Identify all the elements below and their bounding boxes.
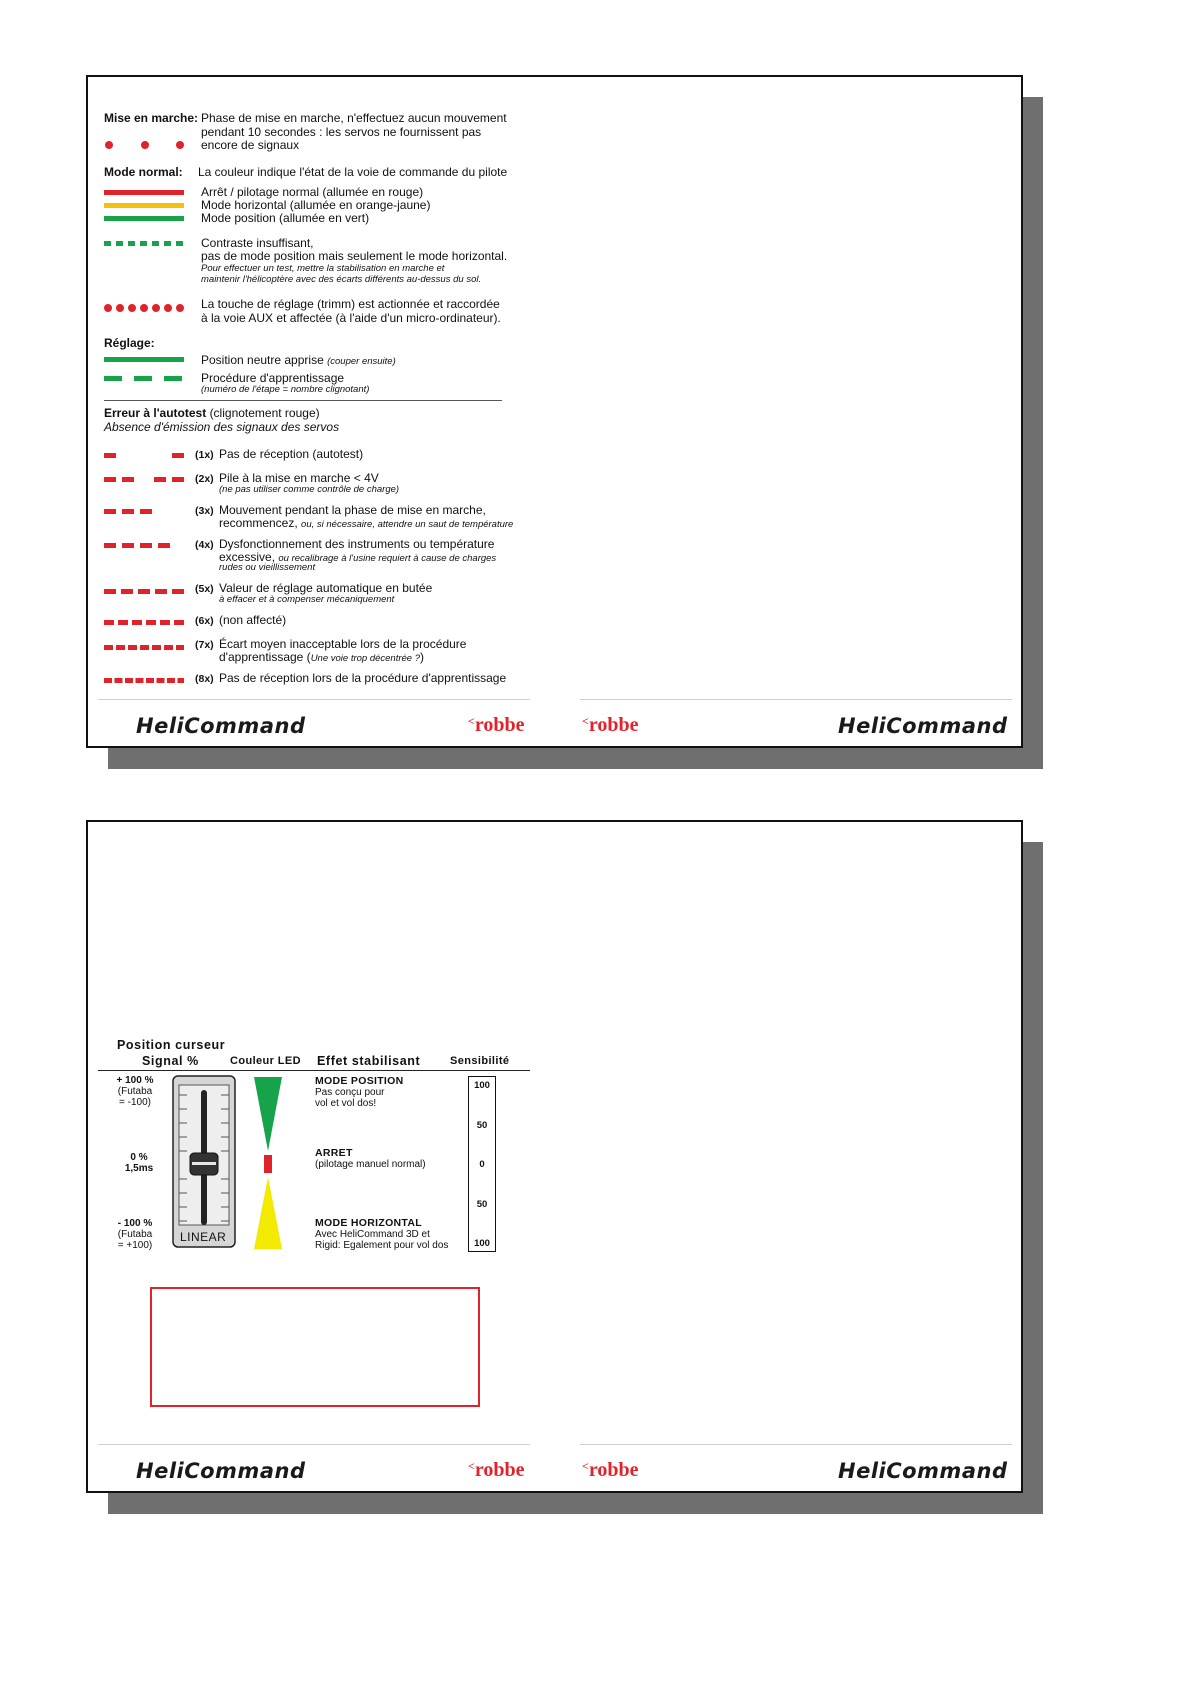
robbe-text: robbe <box>474 1459 525 1481</box>
header-sensitivity: Sensibilité <box>450 1055 510 1067</box>
error-text: Dysfonctionnement des instruments ou température <box>219 537 495 551</box>
robbe-mark-icon: ˂ <box>468 714 475 728</box>
adjust-label: Réglage: <box>104 336 155 350</box>
led-dot <box>105 141 113 149</box>
sensitivity-value: 50 <box>476 1120 488 1131</box>
error-text: (non affecté) <box>219 613 287 627</box>
error-note: à effacer et à compenser mécaniquement <box>219 594 395 605</box>
error-note2: rudes ou vieillissement <box>219 562 316 573</box>
trim-line2: à la voie AUX et affectée (à l'aide d'un micro-ordinateur). <box>201 311 501 325</box>
header-effect: Effet stabilisant <box>317 1054 421 1068</box>
led-dot <box>152 304 160 312</box>
signal-top-pct: + 100 % <box>116 1075 154 1086</box>
error-code: (6x) <box>195 615 214 627</box>
blink-pattern-7x <box>104 645 184 650</box>
power-on-line3: encore de signaux <box>201 138 300 152</box>
signal-top <box>114 1075 156 1108</box>
header-signal: Signal % <box>142 1054 199 1068</box>
adjust-learning-note: (numéro de l'étape = nombre clignotant) <box>201 384 370 395</box>
adjust-learning: Procédure d'apprentissage <box>201 371 345 385</box>
slider-svg <box>172 1075 236 1248</box>
led-color-graphic <box>252 1075 284 1251</box>
error-code: (8x) <box>195 673 214 685</box>
effect-horizontal-title: MODE HORIZONTAL <box>315 1217 422 1229</box>
effect-off-title: ARRET <box>315 1147 353 1159</box>
error-code: (7x) <box>195 639 214 651</box>
header-led: Couleur LED <box>230 1055 302 1067</box>
error-code: (4x) <box>195 539 214 551</box>
signal-mid-pct: 0 % <box>130 1152 148 1163</box>
normal-yellow-text: Mode horizontal (allumée en orange-jaune) <box>201 198 431 212</box>
led-dot <box>176 141 184 149</box>
error-text-cont <box>219 516 513 530</box>
page1-sheet <box>86 75 1023 748</box>
robbe-logo <box>582 1459 638 1482</box>
led-dot <box>141 141 149 149</box>
footer-rule-left <box>98 699 530 700</box>
sensitivity-value: 100 <box>474 1238 490 1249</box>
normal-mode-label: Mode normal: <box>104 165 183 179</box>
signal-mid-ms: 1,5ms <box>124 1163 154 1174</box>
slider-label: LINEAR <box>180 1230 227 1244</box>
error-note: (ne pas utiliser comme contrôle de charge) <box>219 484 400 495</box>
error-text: Mouvement pendant la phase de mise en marche, <box>219 503 486 517</box>
led-dotted-green <box>104 241 184 246</box>
power-on-line1: Phase de mise en marche, n'effectuez aucun mouvement <box>201 111 507 125</box>
header-position: Position curseur <box>117 1038 226 1052</box>
blink-pattern-1x <box>104 453 184 458</box>
blink-pattern-3x <box>104 509 154 514</box>
led-dashed-green <box>104 376 184 381</box>
normal-mode-desc: La couleur indique l'état de la voie de commande du pilote <box>198 165 508 179</box>
error-code: (3x) <box>195 505 214 517</box>
normal-red-text: Arrêt / pilotage normal (allumée en rouge) <box>201 185 424 199</box>
error-text: Valeur de réglage automatique en butée <box>219 581 433 595</box>
normal-green-text: Mode position (allumée en vert) <box>201 211 370 225</box>
robbe-mark-icon: ˂ <box>582 714 589 728</box>
blink-pattern-2x <box>104 477 184 482</box>
signal-bottom-futaba1: (Futaba <box>117 1229 153 1240</box>
effect-position-line2: vol et vol dos! <box>315 1098 377 1109</box>
robbe-text: robbe <box>588 714 639 736</box>
red-note-box <box>150 1287 480 1407</box>
led-dot <box>176 304 184 312</box>
contrast-line2: pas de mode position mais seulement le mode horizontal. <box>201 249 508 263</box>
robbe-mark-icon: ˂ <box>582 1459 589 1473</box>
led-bar-red <box>104 190 184 195</box>
effect-position-line1: Pas conçu pour <box>315 1087 385 1098</box>
blink-pattern-8x <box>104 678 184 683</box>
error-text: Pile à la mise en marche < 4V <box>219 471 379 485</box>
led-dot <box>164 304 172 312</box>
led-bar-green <box>104 357 184 362</box>
helicommand-logo: HeliCommand <box>136 1459 306 1483</box>
led-dot <box>140 304 148 312</box>
sensitivity-value: 0 <box>479 1159 485 1170</box>
led-dot <box>104 304 112 312</box>
robbe-text: robbe <box>474 714 525 736</box>
robbe-logo <box>582 714 638 737</box>
header-rule <box>98 1070 530 1071</box>
section-divider <box>104 400 502 401</box>
footer-rule-right <box>580 1444 1012 1445</box>
led-red-block <box>264 1155 272 1173</box>
error-text: Écart moyen inacceptable lors de la procédure <box>219 637 467 651</box>
helicommand-logo: HeliCommand <box>136 714 306 738</box>
signal-bottom-futaba2: = +100) <box>117 1240 153 1251</box>
led-yellow-wedge <box>254 1177 282 1249</box>
error-title <box>104 406 320 420</box>
error-text2: d'apprentissage ( <box>219 650 311 664</box>
trim-line1: La touche de réglage (trimm) est actionnée et raccordée <box>201 297 500 311</box>
power-on-line2: pendant 10 secondes : les servos ne fournissent pas <box>201 125 482 139</box>
footer-rule-right <box>580 699 1012 700</box>
signal-bottom <box>114 1218 156 1251</box>
effect-position-title: MODE POSITION <box>315 1075 404 1087</box>
led-color-svg <box>252 1075 284 1251</box>
blink-pattern-4x <box>104 543 170 548</box>
adjust-neutral <box>201 353 396 367</box>
page2-sheet <box>86 820 1023 1493</box>
robbe-mark-icon: ˂ <box>468 1459 475 1473</box>
power-on-label: Mise en marche: <box>104 111 199 125</box>
signal-mid <box>118 1152 160 1174</box>
led-bar-green <box>104 216 184 221</box>
sensitivity-value: 50 <box>476 1199 488 1210</box>
error-text2: recommencez, <box>219 516 298 530</box>
error-subtitle: Absence d'émission des signaux des servos <box>104 420 340 434</box>
led-bar-yellow <box>104 203 184 208</box>
error-text-cont <box>219 650 424 664</box>
error-title-bold: Erreur à l'autotest <box>104 406 207 420</box>
error-title-rest: (clignotement rouge) <box>209 406 320 420</box>
error-text2: excessive, <box>219 550 276 564</box>
contrast-note2: maintenir l'hélicoptère avec des écarts différents au-dessus du sol. <box>201 274 482 285</box>
contrast-line1: Contraste insuffisant, <box>201 236 314 250</box>
helicommand-logo: HeliCommand <box>838 1459 1008 1483</box>
blink-pattern-6x <box>104 620 184 625</box>
led-dot <box>128 304 136 312</box>
adjust-neutral-note: (couper ensuite) <box>327 356 396 367</box>
signal-top-futaba2: = -100) <box>119 1097 151 1108</box>
error-note: ou, si nécessaire, attendre un saut de température <box>301 519 514 530</box>
helicommand-logo: HeliCommand <box>838 714 1008 738</box>
robbe-text: robbe <box>588 1459 639 1481</box>
led-dot <box>116 304 124 312</box>
signal-bottom-pct: - 100 % <box>117 1218 153 1229</box>
contrast-note1: Pour effectuer un test, mettre la stabilisation en marche et <box>201 263 445 274</box>
sensitivity-value: 100 <box>474 1080 490 1091</box>
robbe-logo <box>468 1459 524 1482</box>
error-code: (5x) <box>195 583 214 595</box>
error-note: ou recalibrage à l'usine requiert à cause de charges <box>278 553 497 564</box>
led-green-wedge <box>254 1077 282 1151</box>
robbe-logo <box>468 714 524 737</box>
error-note: Une voie trop décentrée ? <box>310 653 421 664</box>
slider-graphic <box>172 1075 236 1248</box>
effect-horizontal-line2: Rigid: Egalement pour vol dos <box>315 1240 449 1251</box>
error-text: Pas de réception lors de la procédure d'apprentissage <box>219 671 507 685</box>
error-text3: ) <box>420 650 425 664</box>
signal-top-futaba1: (Futaba <box>117 1086 153 1097</box>
effect-horizontal-line1: Avec HeliCommand 3D et <box>315 1229 430 1240</box>
error-code: (2x) <box>195 473 214 485</box>
adjust-neutral-text: Position neutre apprise <box>201 353 324 367</box>
error-text: Pas de réception (autotest) <box>219 447 364 461</box>
footer-rule-left <box>98 1444 530 1445</box>
effect-off-line1: (pilotage manuel normal) <box>315 1159 426 1170</box>
error-code: (1x) <box>195 449 214 461</box>
blink-pattern-5x <box>104 589 184 594</box>
